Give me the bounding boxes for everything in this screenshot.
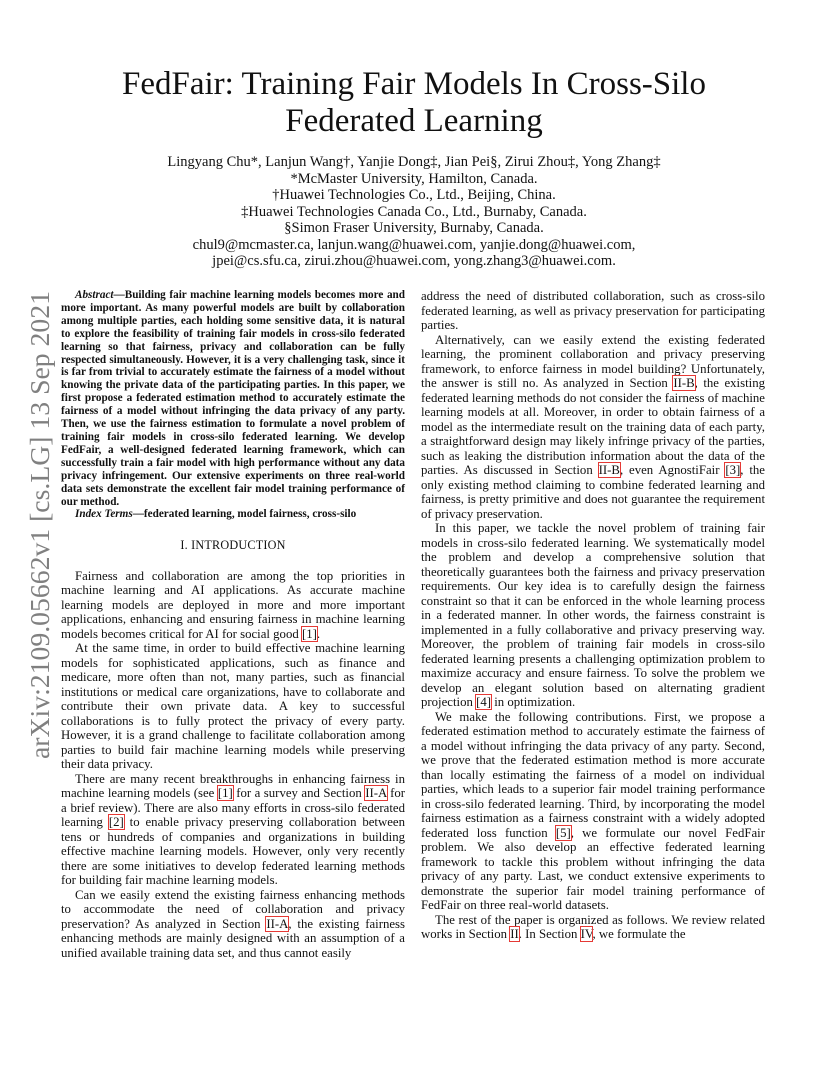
citation-link[interactable]: [1] bbox=[301, 626, 317, 641]
paragraph bbox=[61, 569, 405, 642]
paragraph-text: , the only existing method claiming to combine federated learning and fairness, is pretty primitive and does not guarantee the requirement of privacy preservation. bbox=[421, 463, 765, 521]
paragraph-text: , we formulate the bbox=[592, 927, 686, 941]
section-link[interactable]: II-B bbox=[673, 376, 695, 390]
affiliation-1: *McMaster University, Hamilton, Canada. bbox=[290, 170, 538, 187]
paragraph-text: In this paper, we tackle the novel problem of training fair models in cross-silo federated learning. We systematically model the problem and develop a comprehensive solution that theoretically guarantees both the fairness and privacy preservation requirements. Our key idea is to carefully design the fairness constraint so that it can be enforced in the whole learning process in a federated manner. In other words, the fairness constraint is implemented in a fully collaborative and privacy preserving way. Moreover, the problem of training fair models in cross-silo federated learning presents a challenging optimization problem to maximize accuracy and ensure fairness. To solve the problem we develop an elegant solution based on alternating gradient projection bbox=[421, 521, 765, 709]
affiliation-4: §Simon Fraser University, Burnaby, Canada. bbox=[284, 220, 544, 236]
paragraph-text: , we formulate our novel FedFair problem. We also develop an effective federated learning framework to tackle this problem without infringing the data privacy of any party. Last, we conduct extensive experiments to demonstrate the superior fair model training performance of FedFair on three real-world datasets. bbox=[421, 825, 765, 912]
paragraph-text: Alternatively, can we easily extend the existing federated learning, the prominent collaboration and privacy preserving framework, to enforce fairness in model building? Unfortunately, the answer is still no. As analyzed in Section bbox=[421, 332, 765, 390]
paragraph-text: for a brief review). There are also many efforts in cross-silo federated learning bbox=[61, 786, 406, 830]
email-line-2: jpei@cs.sfu.ca, zirui.zhou@huawei.com, yong.zhang3@huawei.com. bbox=[212, 253, 616, 269]
paragraph-text: At the same time, in order to build effective machine learning models for sophisticated applications, such as finance and medicare, more often than not, many parties, such as financial institutions or medical care organizations, have to collaborate and contribute their own private data. A key to successful collaborations is to fully protect the privacy of every party. However, it is a grand challenge to facilitate collaboration among parties to build fair machine learning models while preserving their data privacy. bbox=[61, 641, 405, 772]
citation-link[interactable]: [4] bbox=[476, 695, 492, 709]
abstract-lead: Abstract bbox=[75, 289, 114, 301]
section-link[interactable]: II bbox=[510, 927, 519, 941]
index-terms-lead: Index Terms bbox=[75, 508, 133, 521]
paragraph-text: , even AgnostiFair bbox=[619, 463, 726, 477]
paragraph bbox=[421, 289, 765, 333]
author-block bbox=[60, 154, 768, 270]
paragraph bbox=[421, 521, 765, 710]
paragraph-text: Can we easily extend the existing fairness enhancing methods to accommodate the need of collaboration and privacy preservation? As analyzed in Section bbox=[61, 887, 405, 931]
arxiv-identifier bbox=[22, 289, 58, 759]
section-link[interactable]: II-B bbox=[598, 463, 620, 477]
author-names: Lingyang Chu*, Lanjun Wang†, Yanjie Dong‡, Jian Pei§, Zirui Zhou‡, Yong Zhang‡ bbox=[167, 154, 661, 170]
arxiv-id-text: arXiv:2109.05662v1 [cs.LG] 13 Sep 2021 bbox=[25, 303, 55, 759]
abstract-text: —Building fair machine learning models becomes more and more important. As many powerful models are built by collaboration among multiple parties, each holding some sensitive data, it is natural to explore the feasibility of training fair models in cross-silo federated learning so that fairness, privacy and collaboration can be fully respected simultaneously. However, it is a very challenging task, since it is far from trivial to accurately estimate the fairness of a model without knowing the private data of the participating parties. In this paper, we first propose a federated estimation method to accurately estimate the fairness of a model without infringing the data privacy of any party. Then, we use the fairness estimation to formulate a novel problem of training fair models in cross-silo federated learning. We develop FedFair, a well-designed federated learning framework, which can successfully train a fair model with high performance without any data privacy infringement. Our extensive experiments on three real-world data sets demonstrate the excellent fair model training performance of our method. bbox=[61, 289, 405, 508]
paragraph bbox=[421, 710, 765, 913]
paragraph-text: , the existing fairness enhancing methods are mainly designed with an assumption of a unified available training data set, and thus cannot easily bbox=[61, 916, 406, 960]
paragraph-text: We make the following contributions. First, we propose a federated estimation method to accurately estimate the fairness of a model without infringing the data privacy of any party. Second, we prove that the federated estimation method is more accurate than locally estimating the fairness of a model on individual parties, which leads to a superior fair model training performance in cross-silo federated learning. Third, by incorporating the model fairness estimation as a fairness constraint with a widely adopted federated loss function bbox=[421, 709, 765, 840]
section-link[interactable]: II-A bbox=[365, 786, 387, 801]
paragraph-text: , the existing federated learning methods do not consider the fairness of machine learning models at all. Moreover, in order to obtain fairness of a model as the intermediate result on the training data of each party, a straightforward design may likely infringe privacy of the parties, such as leaking the distribution information about the data of the parties. As discussed in Section bbox=[421, 376, 765, 477]
section-heading-introduction: I. INTRODUCTION bbox=[180, 538, 286, 553]
left-column bbox=[61, 289, 405, 960]
paragraph bbox=[421, 333, 765, 522]
paragraph bbox=[61, 641, 405, 772]
section-link[interactable]: IV bbox=[580, 927, 593, 941]
paper-title: FedFair: Training Fair Models In Cross-Silo Federated Learning bbox=[122, 66, 706, 139]
paragraph-text: . In Section bbox=[518, 927, 581, 941]
paragraph-text: Fairness and collaboration are among the top priorities in machine learning and AI applications. As accurate machine learning models are deployed in more and more important applications, enhancing and ensuring fairness in machine learning models becomes critical for AI for social good bbox=[61, 568, 405, 641]
email-line-1: chul9@mcmaster.ca, lanjun.wang@huawei.com, yanjie.dong@huawei.com, bbox=[192, 236, 636, 253]
citation-link[interactable]: [2] bbox=[108, 815, 124, 830]
paragraph bbox=[61, 888, 405, 961]
paragraph-text: to enable privacy preserving collaboration between tens or hundreds of companies and organizations in building effective machine learning models. However, only very recently there are some initiatives to develop federated learning methods for building fair machine learning models. bbox=[61, 815, 405, 888]
right-column bbox=[421, 289, 765, 942]
citation-link[interactable]: [1] bbox=[217, 786, 233, 801]
paragraph-text: in optimization. bbox=[491, 695, 576, 709]
paragraph-text: for a survey and Section bbox=[232, 786, 366, 801]
abstract bbox=[61, 289, 405, 508]
paragraph bbox=[421, 913, 765, 942]
paragraph-text: There are many recent breakthroughs in enhancing fairness in machine learning models (see bbox=[61, 771, 405, 801]
index-terms bbox=[61, 508, 405, 521]
affiliation-2: †Huawei Technologies Co., Ltd., Beijing, China. bbox=[272, 187, 556, 203]
affiliation-3: ‡Huawei Technologies Canada Co., Ltd., Burnaby, Canada. bbox=[241, 203, 587, 220]
paragraph bbox=[61, 772, 405, 888]
citation-link[interactable]: [3] bbox=[725, 463, 741, 477]
index-terms-text: —federated learning, model fairness, cross-silo bbox=[132, 508, 357, 521]
paragraph-text: . bbox=[316, 626, 321, 641]
citation-link[interactable]: [5] bbox=[555, 825, 571, 840]
paragraph-text: address the need of distributed collaboration, such as cross-silo federated learning, as well as privacy preservation for participating parties. bbox=[421, 289, 765, 332]
section-link[interactable]: II-A bbox=[266, 916, 289, 931]
paragraph-text: The rest of the paper is organized as follows. We review related works in Section bbox=[421, 912, 765, 941]
